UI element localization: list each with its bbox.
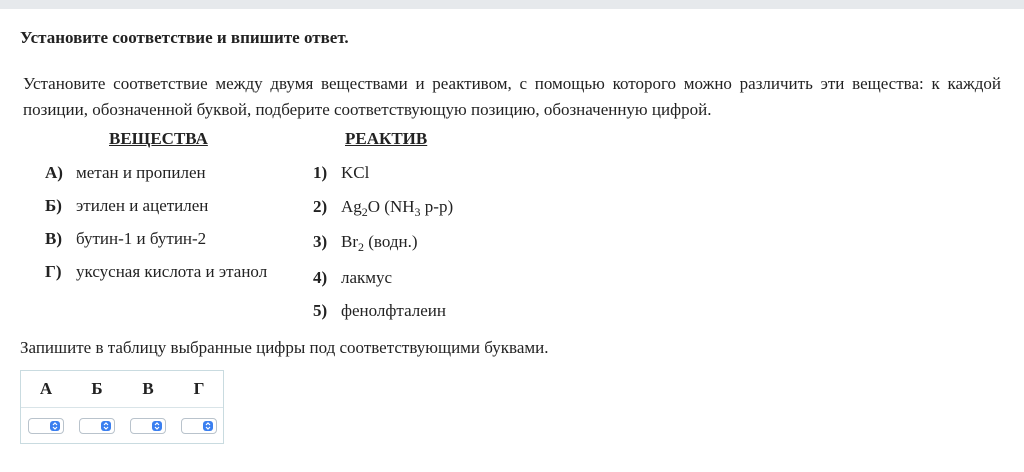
select-chevron-icon: [101, 421, 111, 431]
substance-text: уксусная кислота и этанол: [76, 262, 268, 281]
reagent-text: $Br_2$ (водн.): [341, 232, 418, 254]
answer-header-v: В: [142, 379, 154, 398]
answer-header-g: Г: [193, 379, 205, 398]
answer-select-g[interactable]: [181, 418, 217, 434]
select-chevron-icon: [203, 421, 213, 431]
substance-text: этилен и ацетилен: [76, 196, 209, 215]
answer-select-a[interactable]: [28, 418, 64, 434]
substance-key: В): [45, 229, 62, 248]
reagent-text: лакмус: [341, 268, 393, 287]
reagent-key: 3): [313, 232, 328, 251]
reagent-key: 1): [313, 163, 328, 182]
substance-text: метан и пропилен: [76, 163, 206, 182]
answer-select-v[interactable]: [130, 418, 166, 434]
reagent-key: 2): [313, 197, 328, 216]
substances-header: ВЕЩЕСТВА: [109, 129, 208, 148]
answer-instruction: Запишите в таблицу выбранные цифры под соответствующими буквами.: [20, 338, 549, 357]
top-bar: [0, 0, 1024, 9]
reagent-text: фенолфталеин: [341, 301, 446, 320]
answer-table: [20, 370, 224, 444]
task-title: Установите соответствие и впишите ответ.: [20, 28, 349, 47]
select-chevron-icon: [50, 421, 60, 431]
reagents-header: РЕАКТИВ: [345, 129, 428, 148]
question-text: Установите соответствие между двумя веществами и реактивом, с помощью которого можно различить эти вещества: к каждой позиции, обозначенной буквой, подберите соответствующую позицию, обозначенную цифрой.: [23, 74, 1001, 119]
reagent-key: 4): [313, 268, 328, 287]
substance-key: А): [45, 163, 63, 182]
reagent-text: $Ag_2O$ ($NH_3$ р-р): [341, 197, 454, 219]
reagent-key: 5): [313, 301, 328, 320]
answer-select-b[interactable]: [79, 418, 115, 434]
answer-header-a: А: [39, 379, 53, 398]
answer-header-b: Б: [91, 379, 103, 398]
substance-text: бутин-1 и бутин-2: [76, 229, 207, 248]
substance-key: Б): [45, 196, 62, 215]
reagent-text: KCl: [341, 163, 370, 182]
select-chevron-icon: [152, 421, 162, 431]
substance-key: Г): [45, 262, 62, 281]
answer-header-row: [21, 371, 223, 408]
